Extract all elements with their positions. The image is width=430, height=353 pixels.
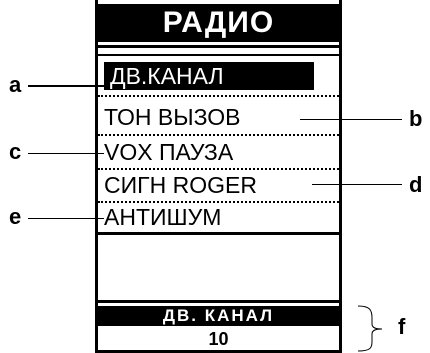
menu-separator xyxy=(98,95,339,97)
callout-leader-b xyxy=(300,119,402,120)
menu-item-dual-channel[interactable]: ДВ.КАНАЛ xyxy=(104,62,314,90)
screen-title: РАДИО xyxy=(98,4,339,42)
menu-item-noise-reduction[interactable]: АНТИШУМ xyxy=(104,204,222,230)
title-divider xyxy=(95,45,342,48)
callout-label-a: a xyxy=(9,72,22,97)
callout-leader-a xyxy=(28,85,104,87)
menu-item-roger-signal[interactable]: СИГН ROGER xyxy=(104,172,257,198)
status-value: 10 xyxy=(98,326,339,353)
callout-label-c: c xyxy=(9,139,22,164)
status-label: ДВ. КАНАЛ xyxy=(98,306,339,326)
menu-item-vox-pause[interactable]: VOX ПАУЗА xyxy=(104,139,234,165)
status-top-divider xyxy=(95,300,342,303)
menu-separator xyxy=(98,168,339,170)
menu-bottom-divider xyxy=(95,232,342,235)
callout-leader-d xyxy=(312,184,402,185)
callout-label-b: b xyxy=(409,106,423,131)
callout-label-d: d xyxy=(409,172,423,197)
callout-brace-f xyxy=(356,304,386,353)
callout-label-f: f xyxy=(398,314,406,339)
menu-top-divider xyxy=(95,54,342,56)
callout-leader-e xyxy=(28,218,104,219)
menu-separator xyxy=(98,134,339,136)
menu-item-call-tone[interactable]: ТОН ВЫЗОВ xyxy=(104,104,241,130)
callout-label-e: e xyxy=(9,204,22,229)
callout-leader-c xyxy=(28,153,104,154)
